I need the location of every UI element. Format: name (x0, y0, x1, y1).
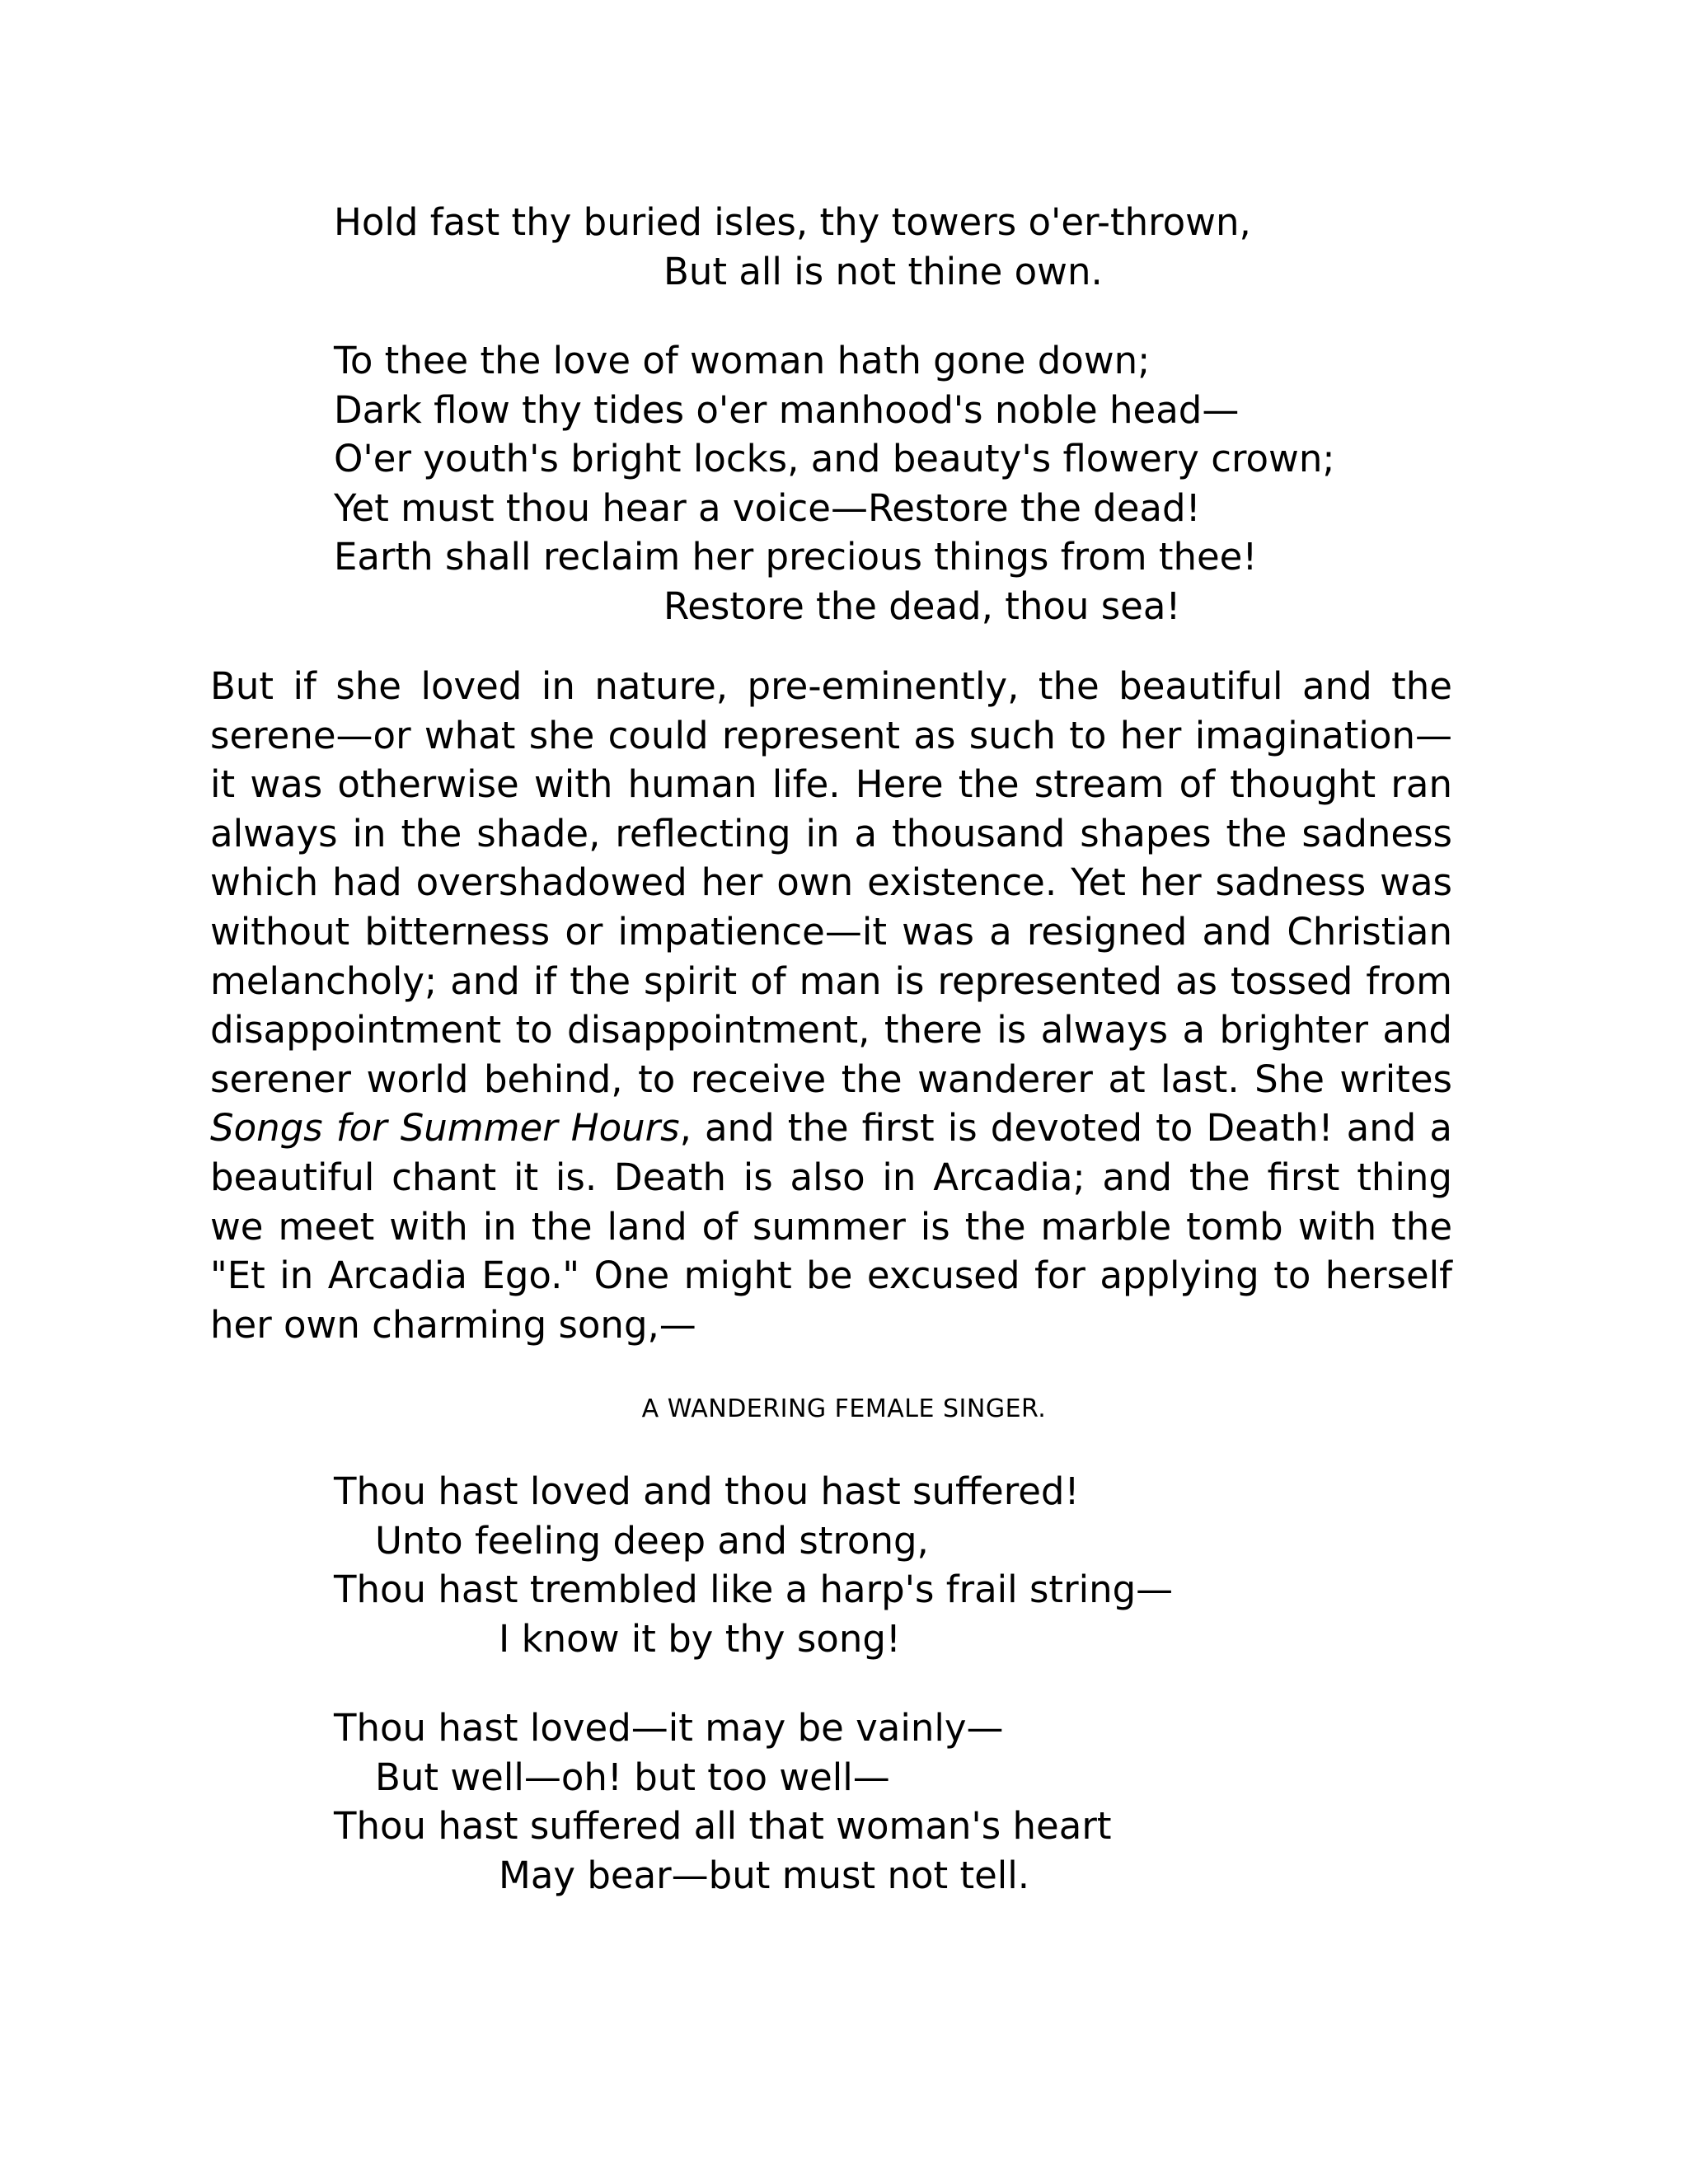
poem-title: A WANDERING FEMALE SINGER. (641, 1394, 1047, 1423)
verse-line: Dark flow thy tides o'er manhood's noble head— (334, 387, 1240, 432)
verse-line: To thee the love of woman hath gone down; (334, 339, 1151, 382)
verse-line: Earth shall reclaim her precious things from thee! (334, 535, 1258, 579)
prose-paragraph (210, 662, 1452, 1349)
verse-line: Unto feeling deep and strong, (375, 1518, 929, 1563)
book-title: Songs for Summer Hours (210, 1106, 680, 1151)
verse-line: But well—oh! but too well— (375, 1755, 890, 1799)
verse-line-refrain: Restore the dead, thou sea! (663, 583, 1181, 628)
verse-line: Thou hast trembled like a harp's frail string— (334, 1568, 1174, 1611)
verse-line: Yet must thou hear a voice—Restore the dead! (334, 485, 1201, 530)
verse-line: Thou hast loved—it may be vainly— (334, 1706, 1004, 1750)
verse-line: Thou hast loved and thou hast suffered! (334, 1469, 1080, 1513)
poem-stanza (334, 198, 1488, 296)
poem-stanza (334, 336, 1488, 630)
verse-line: Hold fast thy buried isles, thy towers o'er-thrown, (334, 200, 1251, 244)
prose-text: But if she loved in nature, pre-eminently, the beautiful and the serene—or what she could represent as such to her imagination—it was otherwise with human life. Here the stream of thought ran always in the shade, reflecting in a thousand shapes the sadness which had overshadowed her own existence. Yet her sadness was without bitterness or impatience—it was a resigned and Christian melancholy; and if the spirit of man is represented as tossed from disappointment to disappointment, there is always a brighter and serener world behind, to receive the wanderer at last. She writes (210, 664, 1452, 1101)
poem-stanza (334, 1704, 1488, 1900)
poem-stanza (334, 1467, 1488, 1663)
verse-line: O'er youth's bright locks, and beauty's flowery crown; (334, 437, 1335, 480)
verse-line: Thou hast suffered all that woman's heart (334, 1804, 1112, 1848)
verse-line: May bear—but must not tell. (499, 1853, 1030, 1897)
prose-text: , and the first is devoted to Death! and a beautiful chant it is. Death is also in Arcadia; and the first thing we meet with in the land of summer is the marble tomb with the "Et in Arcadia Ego." One might be excused for applying to herself her own charming song,— (210, 1106, 1452, 1347)
verse-line-refrain: But all is not thine own. (663, 249, 1103, 293)
verse-line: I know it by thy song! (499, 1616, 901, 1661)
